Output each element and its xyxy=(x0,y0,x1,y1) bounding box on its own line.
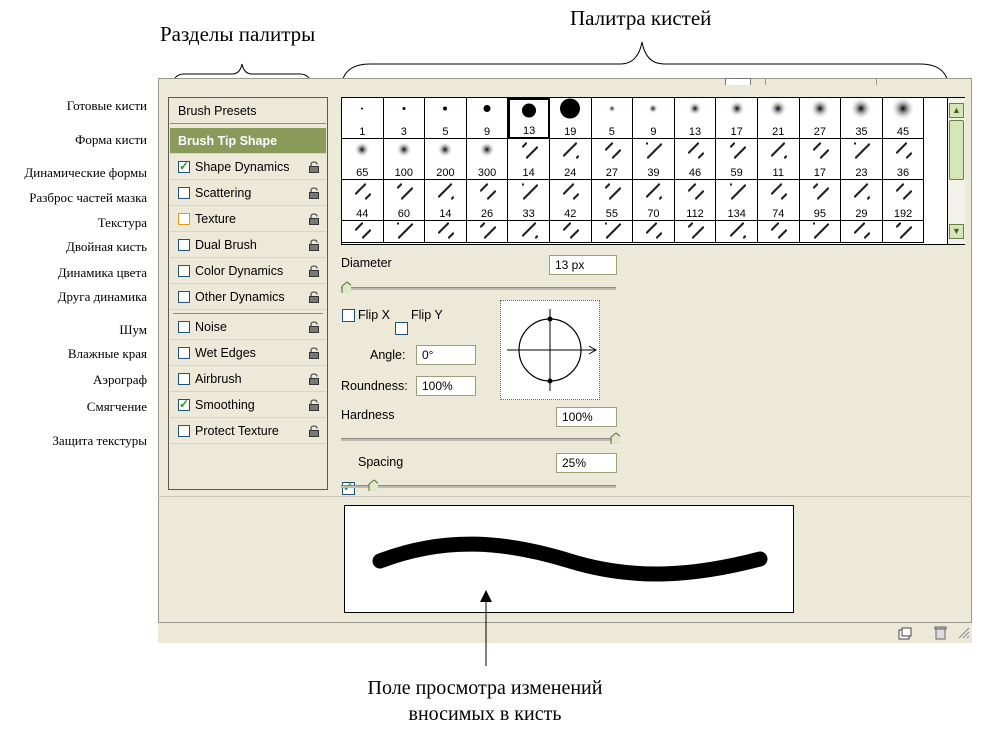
brush-cell[interactable] xyxy=(425,139,467,180)
sidebar-item-label: Dual Brush xyxy=(195,238,257,252)
brush-tip-icon xyxy=(351,219,373,246)
sidebar-item-shape-dynamics[interactable] xyxy=(170,155,326,180)
spacing-field[interactable]: 25% xyxy=(556,453,617,473)
brush-tip-icon xyxy=(892,139,914,166)
panel-tab-stub[interactable] xyxy=(725,78,751,85)
brush-tip-icon xyxy=(850,180,872,207)
flip-x-checkbox[interactable] xyxy=(342,309,355,322)
brush-tip-icon xyxy=(892,98,914,125)
sidebar-checkbox[interactable] xyxy=(178,161,190,173)
sidebar-item-label: Brush Presets xyxy=(178,104,257,118)
lock-icon[interactable] xyxy=(308,399,320,411)
diameter-field[interactable]: 13 px xyxy=(549,255,617,275)
sidebar-checkbox[interactable] xyxy=(178,239,190,251)
annotation-tip-shape: Форма кисти xyxy=(75,132,147,147)
roundness-label: Roundness: xyxy=(341,379,408,393)
brush-tip-icon xyxy=(434,219,456,246)
sidebar-item-label: Smoothing xyxy=(195,398,255,412)
brush-tip-icon xyxy=(684,98,706,125)
sidebar-item-label: Airbrush xyxy=(195,372,242,386)
hardness-slider-track[interactable] xyxy=(341,438,616,441)
flip-y-checkbox[interactable] xyxy=(395,322,408,335)
brush-stroke-preview xyxy=(345,506,793,612)
brush-tip-icon xyxy=(518,139,540,166)
sidebar-checkbox[interactable] xyxy=(178,291,190,303)
brush-size-label: 192 xyxy=(893,208,913,220)
brush-size-label: 1 xyxy=(359,126,366,138)
brush-tip-icon xyxy=(684,139,706,166)
brush-size-label: 74 xyxy=(772,208,785,220)
brush-cell[interactable] xyxy=(384,98,426,139)
lock-icon[interactable] xyxy=(308,321,320,333)
brush-size-label: 3 xyxy=(400,126,407,138)
brush-size-label: 112 xyxy=(686,208,704,220)
brush-tip-icon xyxy=(767,98,789,125)
brush-size-label: 13 xyxy=(523,125,536,137)
sidebar-item-label: Scattering xyxy=(195,186,252,200)
brush-cell[interactable] xyxy=(425,221,467,243)
brush-cell[interactable] xyxy=(758,98,800,139)
brush-cell[interactable] xyxy=(425,98,467,139)
brush-cell[interactable] xyxy=(384,139,426,180)
brush-tip-icon xyxy=(393,98,415,125)
brush-tip-icon xyxy=(559,219,581,246)
sidebar-checkbox[interactable] xyxy=(178,425,190,437)
brush-tip-icon xyxy=(559,180,581,207)
brush-size-label: 5 xyxy=(608,126,615,138)
brush-tip-icon xyxy=(767,139,789,166)
brush-cell[interactable] xyxy=(508,139,550,180)
brush-tip-icon xyxy=(351,98,373,125)
annotation-protect-texture: Защита текстуры xyxy=(52,433,147,448)
annotation-scattering: Разброс частей мазка xyxy=(29,190,147,205)
angle-label: Angle: xyxy=(370,348,406,362)
sidebar-item-scattering[interactable] xyxy=(170,181,326,206)
sidebar-item-label: Noise xyxy=(195,320,227,334)
brush-cell[interactable] xyxy=(467,180,509,221)
brush-size-label: 24 xyxy=(564,167,577,179)
brush-tip-icon xyxy=(518,100,540,127)
lock-icon[interactable] xyxy=(308,291,320,303)
brush-tip-icon xyxy=(850,219,872,246)
scroll-up-button[interactable]: ▲ xyxy=(949,103,964,118)
brush-cell[interactable] xyxy=(883,139,925,180)
brush-size-label: 60 xyxy=(397,208,410,220)
brush-tip-icon xyxy=(726,98,748,125)
brush-cell[interactable] xyxy=(841,180,883,221)
brush-tip-icon xyxy=(393,219,415,246)
brush-size-label: 36 xyxy=(896,167,910,179)
brush-cell[interactable] xyxy=(550,180,592,221)
brush-tip-icon xyxy=(892,219,914,246)
brush-cell[interactable] xyxy=(633,180,675,221)
brush-cell[interactable] xyxy=(342,139,384,180)
lock-icon[interactable] xyxy=(308,265,320,277)
brush-cell[interactable] xyxy=(342,98,384,139)
sidebar-checkbox[interactable] xyxy=(178,213,190,225)
brush-size-label: 59 xyxy=(730,167,743,179)
brush-size-label: 100 xyxy=(394,167,414,179)
brush-size-label: 45 xyxy=(896,126,910,138)
brush-tip-icon xyxy=(850,139,872,166)
brush-tip-icon xyxy=(559,98,581,125)
brush-cell[interactable] xyxy=(550,98,592,139)
scroll-down-button[interactable]: ▼ xyxy=(949,224,964,239)
brush-size-label: 9 xyxy=(483,126,491,138)
brush-size-label: 55 xyxy=(605,208,618,220)
brush-size-label: 134 xyxy=(727,208,746,220)
spacing-slider-thumb[interactable] xyxy=(368,479,378,491)
lock-icon[interactable] xyxy=(308,425,320,437)
brush-size-label: 44 xyxy=(356,208,369,220)
brush-size-label: 95 xyxy=(813,208,826,220)
brush-cell[interactable] xyxy=(841,221,883,243)
brush-cell[interactable] xyxy=(550,139,592,180)
brush-cell[interactable] xyxy=(342,221,384,243)
brush-cell[interactable] xyxy=(841,98,883,139)
brush-tip-icon xyxy=(850,98,872,125)
brush-tip-icon xyxy=(518,180,540,207)
brush-size-label: 33 xyxy=(522,208,535,220)
brush-tip-icon xyxy=(476,139,498,166)
brush-cell[interactable] xyxy=(716,98,758,139)
sidebar-item-airbrush[interactable] xyxy=(170,367,326,392)
brush-cell[interactable] xyxy=(342,180,384,221)
brush-cell[interactable] xyxy=(675,221,717,243)
spacing-label: Spacing xyxy=(358,455,404,469)
sidebar-item-label: Protect Texture xyxy=(195,424,279,438)
brush-size-label: 11 xyxy=(772,167,784,179)
brush-grid-scrollbar[interactable] xyxy=(947,98,965,244)
annotation-preview-line1: Поле просмотра изменений xyxy=(367,677,603,699)
sidebar-checkbox[interactable] xyxy=(178,265,190,277)
trash-icon[interactable] xyxy=(934,626,947,640)
brush-cell[interactable] xyxy=(883,221,925,243)
brush-cell[interactable] xyxy=(633,139,675,180)
brush-tip-icon xyxy=(601,180,623,207)
brush-cell[interactable] xyxy=(467,98,509,139)
brush-size-label: 21 xyxy=(772,126,785,138)
hardness-label: Hardness xyxy=(341,408,395,422)
brush-tip-icon xyxy=(642,139,664,166)
brush-tip-grid xyxy=(341,97,965,245)
sidebar-item-texture[interactable] xyxy=(170,207,326,232)
sidebar-checkbox[interactable] xyxy=(178,373,190,385)
brush-size-label: 39 xyxy=(647,167,660,179)
stroke-preview xyxy=(344,505,794,613)
diameter-slider-track[interactable] xyxy=(341,287,616,290)
sidebar-item-label: Wet Edges xyxy=(195,346,256,360)
brush-tip-icon xyxy=(559,139,581,166)
annotation-palette-sections: Разделы палитры xyxy=(160,22,316,46)
sidebar-item-label: Other Dynamics xyxy=(195,290,285,304)
brush-tip-icon xyxy=(684,180,706,207)
new-brush-icon[interactable] xyxy=(898,627,912,640)
annotation-preview-line2: вносимых в кисть xyxy=(408,703,562,725)
flip-x-label: Flip X xyxy=(358,308,390,322)
brush-size-label: 70 xyxy=(647,208,660,220)
brush-tip-icon xyxy=(726,219,748,246)
brush-tip-icon xyxy=(393,139,415,166)
brush-cell[interactable] xyxy=(758,221,800,243)
brush-tip-icon xyxy=(601,98,623,125)
spacing-slider-track[interactable] xyxy=(341,485,616,488)
sidebar-checkbox[interactable] xyxy=(178,347,190,359)
brush-cell[interactable] xyxy=(883,98,925,139)
brush-tip-icon xyxy=(767,219,789,246)
preview-arrow xyxy=(478,588,494,668)
brush-size-label: 13 xyxy=(688,126,702,138)
sidebar-checkbox[interactable] xyxy=(178,321,190,333)
annotation-preview-field xyxy=(330,675,640,727)
brush-cell[interactable] xyxy=(633,221,675,243)
brush-tip-icon xyxy=(434,139,456,166)
sidebar-separator xyxy=(173,313,323,314)
brush-tip-icon xyxy=(684,219,706,246)
brush-tip-icon xyxy=(601,139,623,166)
brush-cell[interactable] xyxy=(675,180,717,221)
brush-tip-icon xyxy=(642,180,664,207)
brush-size-label: 14 xyxy=(439,208,452,220)
brush-tip-icon xyxy=(351,180,373,207)
lock-icon[interactable] xyxy=(308,347,320,359)
lock-icon[interactable] xyxy=(308,373,320,385)
brush-tip-icon xyxy=(726,180,748,207)
lock-icon[interactable] xyxy=(308,161,320,173)
brush-tip-icon xyxy=(518,219,540,246)
brush-tip-icon xyxy=(892,180,914,207)
brush-tip-icon xyxy=(809,139,831,166)
brush-cell[interactable] xyxy=(758,180,800,221)
brush-cell[interactable] xyxy=(467,139,509,180)
hardness-slider-thumb[interactable] xyxy=(610,432,620,444)
annotation-wet-edges: Влажные края xyxy=(67,346,147,361)
brush-tip-icon xyxy=(351,139,373,166)
brush-cell[interactable] xyxy=(800,221,842,243)
hardness-field[interactable]: 100% xyxy=(556,407,617,427)
brush-tip-icon xyxy=(434,180,456,207)
brush-tip-icon xyxy=(809,98,831,125)
brush-cell[interactable] xyxy=(384,180,426,221)
annotation-smoothing: Смягчение xyxy=(86,399,147,414)
sidebar-item-brush-presets[interactable] xyxy=(170,99,326,124)
brush-cell[interactable] xyxy=(758,139,800,180)
brush-tip-icon xyxy=(642,219,664,246)
brush-size-label: 17 xyxy=(813,167,826,179)
brush-size-label: 42 xyxy=(564,208,577,220)
lock-icon[interactable] xyxy=(308,239,320,251)
brush-size-label: 5 xyxy=(442,126,449,138)
brush-angle-icon xyxy=(501,301,599,399)
brush-tip-icon xyxy=(726,139,748,166)
brush-cell[interactable] xyxy=(841,139,883,180)
brush-cell[interactable] xyxy=(550,221,592,243)
angle-roundness-widget[interactable] xyxy=(500,300,600,400)
diameter-slider-thumb[interactable] xyxy=(341,281,351,293)
sidebar-item-color-dynamics[interactable] xyxy=(170,259,326,284)
brush-cell[interactable] xyxy=(675,98,717,139)
sidebar-item-protect-texture[interactable] xyxy=(170,419,326,444)
brush-size-label: 23 xyxy=(855,167,868,179)
brush-cell[interactable] xyxy=(592,139,634,180)
brush-cell[interactable] xyxy=(675,139,717,180)
brush-size-label: 14 xyxy=(522,167,535,179)
roundness-field[interactable]: 100% xyxy=(416,376,476,396)
brush-cell[interactable] xyxy=(883,180,925,221)
annotation-dual-brush: Двойная кисть xyxy=(66,239,147,254)
brush-cell[interactable] xyxy=(508,180,550,221)
brush-cell[interactable] xyxy=(716,221,758,243)
brush-size-label: 19 xyxy=(564,126,577,138)
brush-size-label: 35 xyxy=(855,126,868,138)
brush-size-label: 26 xyxy=(480,208,494,220)
brush-size-label: 27 xyxy=(605,167,618,179)
panel-tab-stub-2[interactable] xyxy=(765,78,877,85)
brush-cell[interactable] xyxy=(800,139,842,180)
brush-size-label: 46 xyxy=(688,167,702,179)
annotation-noise: Шум xyxy=(119,322,147,337)
brush-cell[interactable] xyxy=(800,180,842,221)
sidebar-item-other-dynamics[interactable] xyxy=(170,285,326,310)
brush-size-label: 29 xyxy=(855,208,868,220)
brush-cell[interactable] xyxy=(384,221,426,243)
brush-size-label: 300 xyxy=(477,167,497,179)
sidebar-item-wet-edges[interactable] xyxy=(170,341,326,366)
brush-cell[interactable] xyxy=(592,98,634,139)
brush-tip-icon xyxy=(476,219,498,246)
brush-cell[interactable] xyxy=(633,98,675,139)
brush-cell[interactable] xyxy=(800,98,842,139)
annotation-presets: Готовые кисти xyxy=(66,98,147,113)
brush-cell[interactable] xyxy=(592,180,634,221)
brush-cell[interactable] xyxy=(716,139,758,180)
annotation-color-dynamics: Динамика цвета xyxy=(57,265,147,280)
lock-icon[interactable] xyxy=(308,187,320,199)
brush-tip-icon xyxy=(476,180,498,207)
brush-cell[interactable] xyxy=(508,221,550,243)
angle-field[interactable]: 0° xyxy=(416,345,476,365)
brush-size-label: 65 xyxy=(356,167,369,179)
brush-tip-icon xyxy=(809,219,831,246)
brush-cell[interactable] xyxy=(467,221,509,243)
brush-size-label: 17 xyxy=(730,126,743,138)
sidebar-item-brush-tip-shape[interactable] xyxy=(170,128,326,154)
annotation-brush-palette: Палитра кистей xyxy=(570,6,712,30)
lock-icon[interactable] xyxy=(308,213,320,225)
spacing-checkbox[interactable] xyxy=(342,482,355,495)
brush-tip-icon xyxy=(476,98,498,125)
annotation-texture: Текстура xyxy=(97,215,147,230)
panel-footer xyxy=(158,622,972,643)
scroll-thumb[interactable] xyxy=(949,120,964,180)
brush-tip-icon xyxy=(642,98,664,125)
brush-tip-icon xyxy=(809,180,831,207)
brush-cell[interactable] xyxy=(592,221,634,243)
sidebar-item-label: Texture xyxy=(195,212,236,226)
sidebar-item-noise[interactable] xyxy=(170,315,326,340)
resize-grip-icon[interactable] xyxy=(958,627,970,639)
flip-y-label: Flip Y xyxy=(411,308,443,322)
brush-size-label: 200 xyxy=(436,167,455,179)
brush-tip-icon xyxy=(601,219,623,246)
sidebar-item-label: Shape Dynamics xyxy=(195,160,290,174)
palette-sections-list xyxy=(168,97,328,490)
sidebar-checkbox[interactable] xyxy=(178,399,190,411)
sidebar-item-label: Brush Tip Shape xyxy=(178,133,278,148)
panel-divider xyxy=(158,496,972,497)
diameter-label: Diameter xyxy=(341,256,392,270)
brush-cell[interactable] xyxy=(716,180,758,221)
brush-tip-icon xyxy=(434,98,456,125)
sidebar-item-smoothing[interactable] xyxy=(170,393,326,418)
brush-cell[interactable] xyxy=(508,98,550,139)
sidebar-item-label: Color Dynamics xyxy=(195,264,284,278)
sidebar-checkbox[interactable] xyxy=(178,187,190,199)
sidebar-item-dual-brush[interactable] xyxy=(170,233,326,258)
brush-tip-icon xyxy=(767,180,789,207)
annotation-shape-dynamics: Динамические формы xyxy=(24,165,147,180)
brush-tip-icon xyxy=(393,180,415,207)
brush-cell[interactable] xyxy=(425,180,467,221)
brush-size-label: 27 xyxy=(813,126,826,138)
brush-size-label: 9 xyxy=(650,126,657,138)
annotation-airbrush: Аэрограф xyxy=(93,372,147,387)
annotation-other-dynamics: Друга динамика xyxy=(57,289,147,304)
